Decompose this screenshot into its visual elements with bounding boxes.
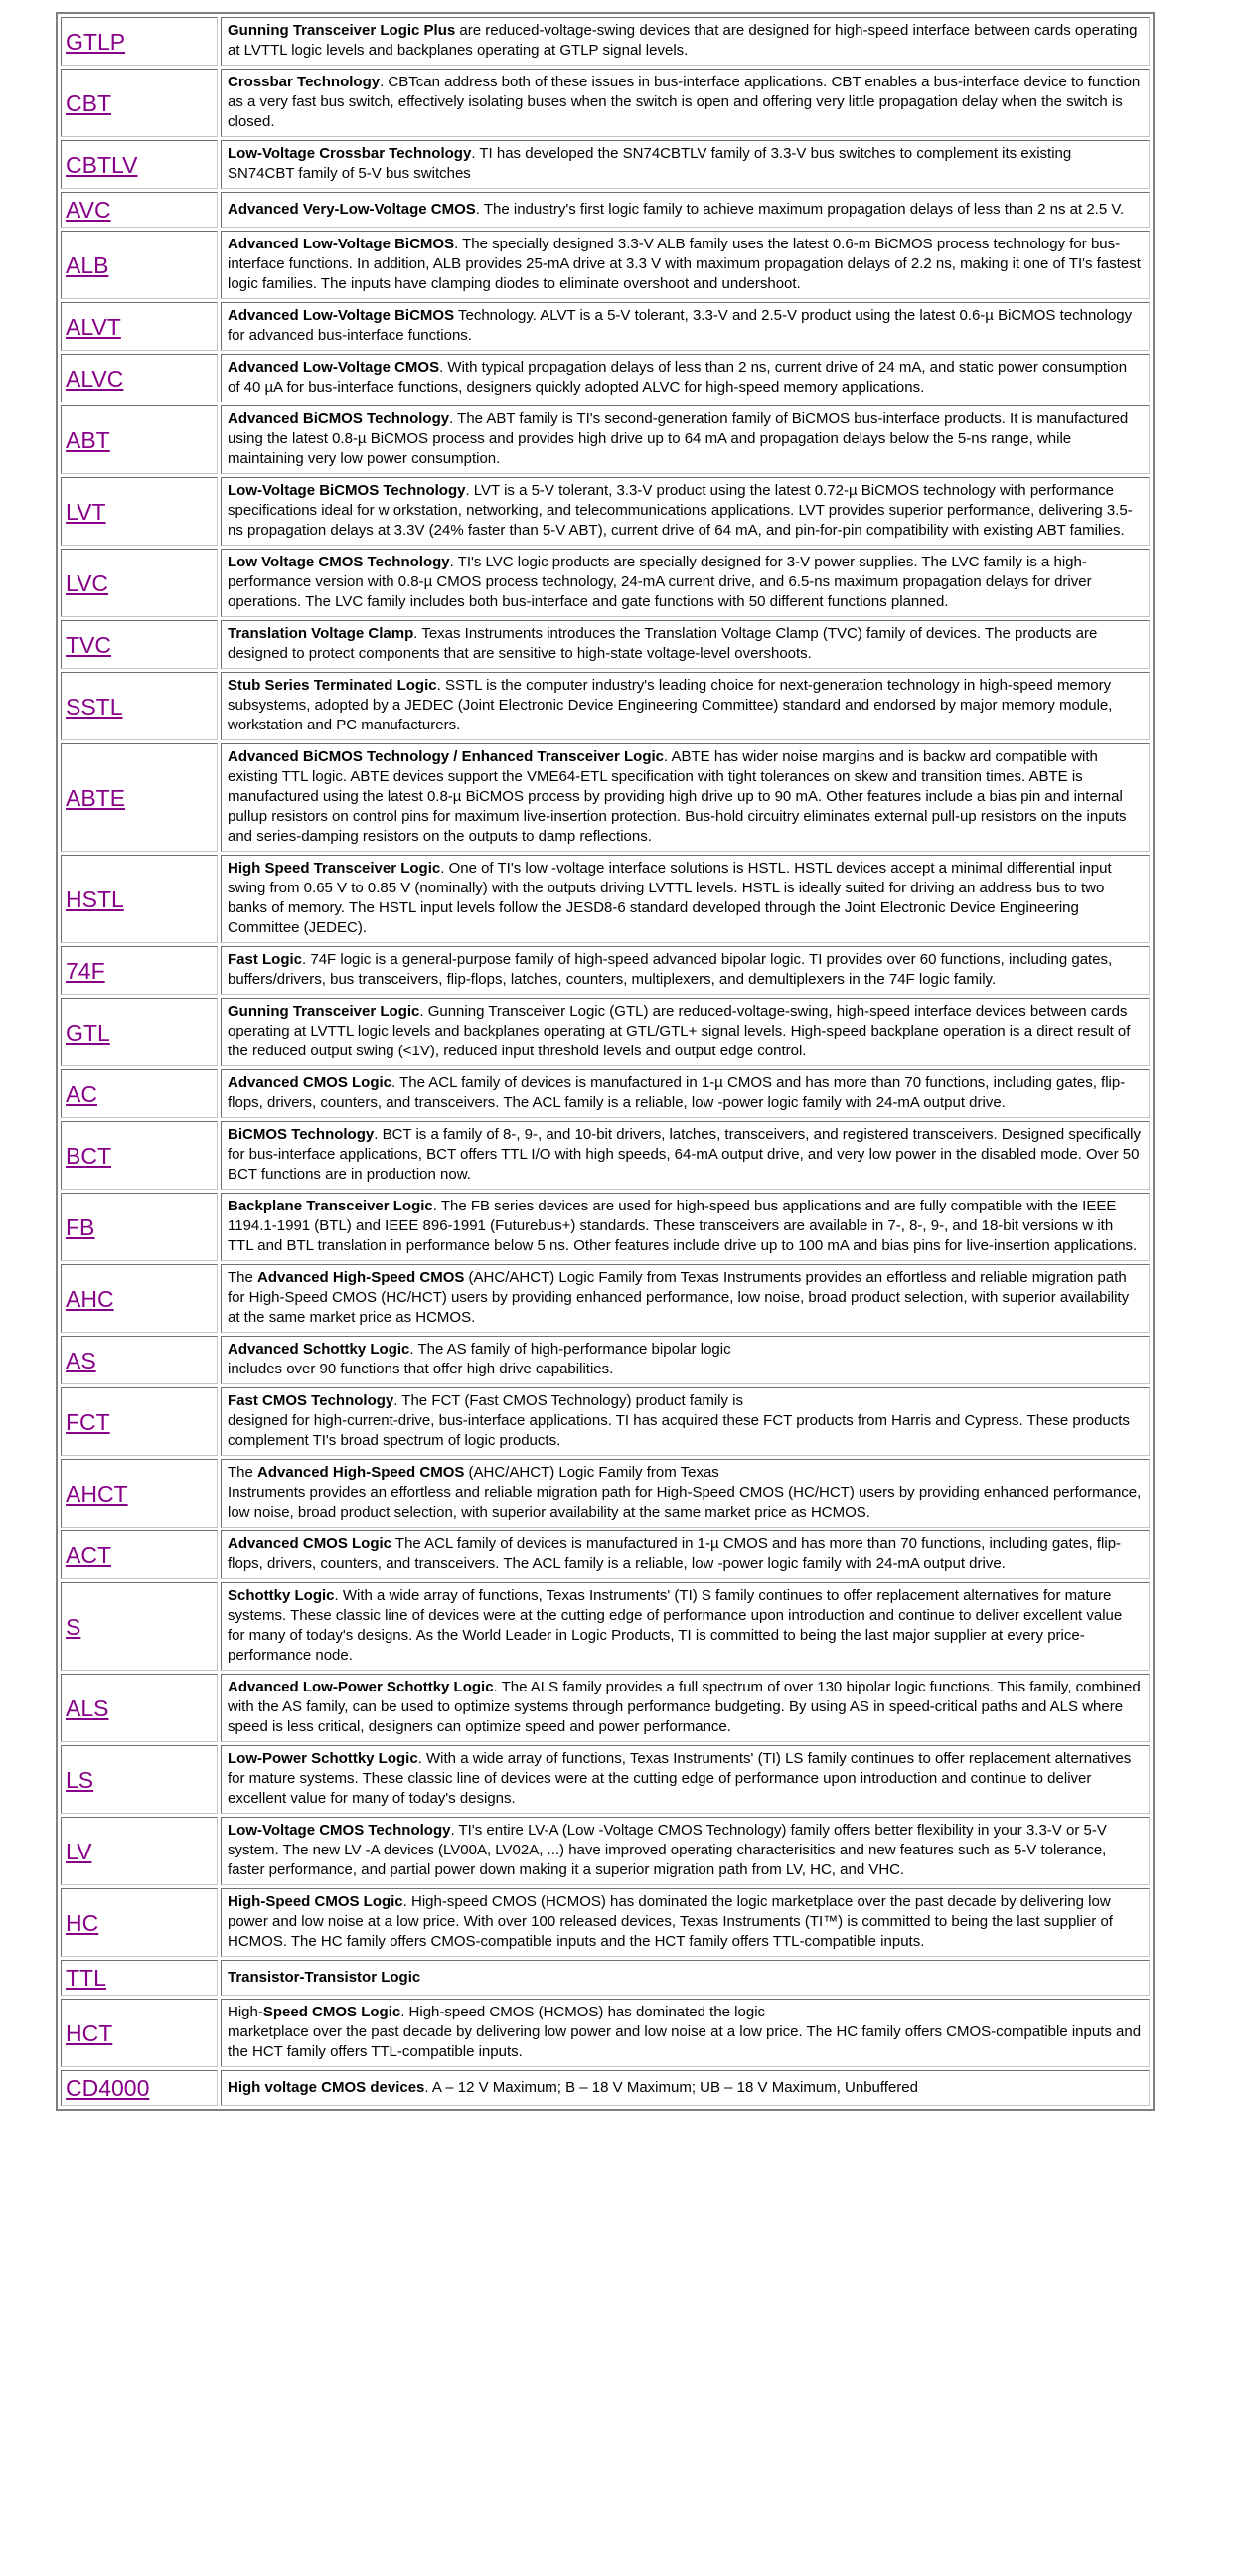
family-label-cell — [61, 2070, 218, 2106]
family-description — [221, 69, 1150, 137]
table-row — [61, 549, 1150, 617]
family-label-cell — [61, 855, 218, 943]
family-label-cell — [61, 1387, 218, 1456]
description-bold-lead: Fast Logic — [228, 951, 303, 968]
family-link-lvt[interactable]: LVT — [66, 498, 106, 525]
description-bold-lead: Low-Voltage CMOS Technology — [228, 1822, 451, 1839]
description-bold-lead: Low-Voltage BiCMOS Technology — [228, 482, 466, 499]
family-link-bct[interactable]: BCT — [66, 1142, 111, 1169]
family-link-s[interactable]: S — [66, 1613, 81, 1640]
description-text: . High-speed CMOS (HCMOS) has dominated the logic — [400, 2004, 766, 2020]
description-text: . With typical propagation delays of less than 2 ns, current drive of 24 mA, and static power consumption of 40 µA for bus-interface functions, designers quickly adopted ALVC for high-speed memory applications. — [228, 359, 1128, 396]
description-bold-lead: Gunning Transceiver Logic — [228, 1003, 420, 1020]
description-bold-lead: Fast CMOS Technology — [228, 1392, 394, 1409]
family-label-cell — [61, 1745, 218, 1814]
family-link-abte[interactable]: ABTE — [66, 784, 126, 811]
family-label-cell — [61, 69, 218, 137]
table-row — [61, 1999, 1150, 2067]
family-link-act[interactable]: ACT — [66, 1541, 111, 1568]
table-row — [61, 672, 1150, 740]
description-bold-lead: Advanced CMOS Logic — [228, 1535, 392, 1552]
family-label-cell — [61, 946, 218, 995]
description-bold-lead: Schottky Logic — [228, 1587, 335, 1604]
description-text: . With a wide array of functions, Texas Instruments' (TI) S family continues to offer replacement alternatives for mature systems. These classic line of devices were at the cutting edge of performance upon introduction and continue to deliver excellent value for many of today's designs. As the World Leader in Logic Products, TI is committed to being the last major supplier at every price-performance node. — [228, 1587, 1123, 1664]
description-bold-lead: BiCMOS Technology — [228, 1126, 375, 1143]
description-text: . The industry's first logic family to achieve maximum propagation delays of less than 2 ns at 2.5 V. — [475, 200, 1125, 218]
description-text: . The ABT family is TI's second-generation family of BiCMOS bus-interface products. It is manufactured using the latest 0.8-µ BiCMOS process and provides high drive up to 64 mA and propagation delays below the 5-ns range, while maintaining very low power consumption. — [228, 410, 1129, 467]
family-description — [221, 302, 1150, 351]
description-bold-lead: Low-Power Schottky Logic — [228, 1750, 418, 1767]
family-label-cell — [61, 17, 218, 66]
table-row — [61, 1336, 1150, 1384]
description-bold-lead: Backplane Transceiver Logic — [228, 1198, 433, 1214]
family-description — [221, 672, 1150, 740]
description-text: . The specially designed 3.3-V ALB family uses the latest 0.6-m BiCMOS process technology for bus-interface functions. In addition, ALB provides 25-mA drive at 3.3 V with maximum propagation delays of 2.2 ns, making it one of TI's fastest logic families. The inputs have clamping diodes to eliminate overshoot and undershoot. — [228, 236, 1141, 292]
family-label-cell — [61, 1817, 218, 1885]
table-row — [61, 1888, 1150, 1957]
description-bold-lead: Advanced Schottky Logic — [228, 1341, 410, 1358]
description-bold-lead: High voltage CMOS devices — [228, 2078, 425, 2096]
description-text: . The ACL family of devices is manufactured in 1-µ CMOS and has more than 70 functions, including gates, flip-flops, drivers, counters, and transceivers. The ACL family is a reliable, low -power logic family with 24-mA output drive. — [228, 1074, 1126, 1111]
description-bold-lead: Transistor-Transistor Logic — [228, 1968, 421, 1986]
family-label-cell — [61, 743, 218, 852]
description-text: are reduced-voltage-swing devices that are designed for high-speed interface between cards operating at LVTTL logic levels and backplanes operating at GTLP signal levels. — [228, 22, 1138, 59]
description-bold-lead: Advanced BiCMOS Technology — [228, 410, 450, 427]
table-row — [61, 1193, 1150, 1261]
table-row — [61, 69, 1150, 137]
description-bold-lead: Low Voltage CMOS Technology — [228, 554, 450, 570]
description-text: includes over 90 functions that offer high drive capabilities. — [228, 1361, 614, 1377]
family-link-hstl[interactable]: HSTL — [66, 886, 124, 912]
family-link-cbtlv[interactable]: CBTLV — [66, 151, 138, 178]
table-row — [61, 302, 1150, 351]
family-label-cell — [61, 1582, 218, 1671]
family-link-gtl[interactable]: GTL — [66, 1019, 110, 1046]
family-description — [221, 231, 1150, 299]
family-label-cell — [61, 1336, 218, 1384]
family-description — [221, 1121, 1150, 1190]
family-label-cell — [61, 1530, 218, 1579]
table-row — [61, 405, 1150, 474]
family-label-cell — [61, 302, 218, 351]
description-text: (AHC/AHCT) Logic Family from Texas Instruments provides an effortless and reliable migration path for High-Speed CMOS (HC/HCT) users by providing enhanced performance, low noise, broad product selection, with superior availability at the same market price as HCMOS. — [228, 1269, 1130, 1326]
description-bold-lead: High Speed Transceiver Logic — [228, 860, 441, 877]
description-text: . 74F logic is a general-purpose family of high-speed advanced bipolar logic. TI provides over 60 functions, including gates, buffers/drivers, bus transceivers, flip-flops, latches, counters, multiplexers, and demultiplexers in the 74F logic family. — [228, 951, 1113, 988]
table-row — [61, 743, 1150, 852]
logic-family-table-body — [61, 17, 1150, 2106]
description-text: . With a wide array of functions, Texas Instruments' (TI) LS family continues to offer replacement alternatives for mature systems. These classic line of devices were at the cutting edge of performance upon introduction and continue to deliver excellent value for many of today's designs. — [228, 1750, 1132, 1807]
description-text: . CBTcan address both of these issues in bus-interface applications. CBT enables a bus-interface device to function as a very fast bus switch, effectively isolating buses when the switch is open and offering very little propagation delay when the switch is closed. — [228, 74, 1141, 130]
family-link-ac[interactable]: AC — [66, 1080, 97, 1107]
family-description — [221, 1336, 1150, 1384]
family-label-cell — [61, 1459, 218, 1528]
table-row — [61, 1121, 1150, 1190]
family-description — [221, 477, 1150, 546]
description-text: . TI's LVC logic products are specially designed for 3-V power supplies. The LVC family is a high-performance version with 0.8-µ CMOS process technology, 24-mA current drive, and 6.5-ns maximum propagation delays for driver operations. The LVC family includes both bus-interface and gate functions with 50 different functions planned. — [228, 554, 1092, 610]
table-row — [61, 17, 1150, 66]
family-description — [221, 743, 1150, 852]
description-bold-lead: Advanced Low-Voltage BiCMOS — [228, 236, 455, 252]
family-label-cell — [61, 998, 218, 1066]
family-description — [221, 1817, 1150, 1885]
family-description — [221, 1674, 1150, 1742]
description-text: . TI's entire LV-A (Low -Voltage CMOS Technology) family offers better flexibility in your 3.3-V or 5-V system. The new LV -A devices (LV00A, LV02A, ...) have improved operating characterisitics and new features such as 5-V tolerance, faster performance, and partial power down making it a superior migration path from LV, HC, and VHC. — [228, 1822, 1107, 1878]
family-description — [221, 1069, 1150, 1118]
table-row — [61, 620, 1150, 669]
table-row — [61, 1264, 1150, 1333]
family-link-abt[interactable]: ABT — [66, 426, 110, 453]
description-bold-lead: Advanced CMOS Logic — [228, 1074, 392, 1091]
family-label-cell — [61, 405, 218, 474]
family-link-sstl[interactable]: SSTL — [66, 693, 123, 720]
family-description — [221, 1745, 1150, 1814]
description-bold-lead: Low-Voltage Crossbar Technology — [228, 145, 472, 162]
table-row — [61, 192, 1150, 228]
family-link-gtlp[interactable]: GTLP — [66, 28, 126, 55]
description-text: The — [228, 1269, 258, 1286]
table-row — [61, 1745, 1150, 1814]
table-row — [61, 1069, 1150, 1118]
family-link-ls[interactable]: LS — [66, 1766, 94, 1793]
description-text: The ACL family of devices is manufactured in 1-µ CMOS and has more than 70 functions, including gates, flip-flops, drivers, counters, and transceivers. The ACL family is a reliable, low -power logic family with 24-mA output drive. — [228, 1535, 1122, 1572]
description-bold-lead: Advanced High-Speed CMOS — [257, 1269, 465, 1286]
family-description — [221, 1960, 1150, 1996]
family-link-ahct[interactable]: AHCT — [66, 1480, 128, 1507]
table-row — [61, 354, 1150, 402]
description-bold-lead: Advanced Low-Voltage CMOS — [228, 359, 440, 376]
table-row — [61, 1459, 1150, 1528]
description-text: . TI has developed the SN74CBTLV family of 3.3-V bus switches to complement its existing SN74CBT family of 5-V bus switches — [228, 145, 1072, 182]
description-text: Instruments provides an effortless and reliable migration path for High-Speed CMOS (HC/HCT) users by providing enhanced performance, low noise, broad product selection, with superior availability at the same market price as HCMOS. — [228, 1484, 1142, 1521]
family-link-ttl[interactable]: TTL — [66, 1965, 106, 1991]
family-description — [221, 620, 1150, 669]
family-description — [221, 1387, 1150, 1456]
description-bold-lead: Advanced Low-Voltage BiCMOS — [228, 307, 455, 324]
family-label-cell — [61, 1264, 218, 1333]
description-bold-lead: Advanced Low-Power Schottky Logic — [228, 1679, 494, 1695]
table-row — [61, 2070, 1150, 2106]
table-row — [61, 1582, 1150, 1671]
description-bold-lead: Translation Voltage Clamp — [228, 625, 414, 642]
family-description — [221, 354, 1150, 402]
family-description — [221, 946, 1150, 995]
family-link-74f[interactable]: 74F — [66, 957, 105, 984]
table-row — [61, 1387, 1150, 1456]
family-link-fb[interactable]: FB — [66, 1213, 95, 1240]
family-label-cell — [61, 231, 218, 299]
family-description — [221, 1999, 1150, 2067]
family-label-cell — [61, 354, 218, 402]
family-description — [221, 140, 1150, 189]
description-text: . BCT is a family of 8-, 9-, and 10-bit drivers, latches, transceivers, and registered transceivers. Designed specifically for bus-interface applications, BCT offers TTL I/O with high speeds, 64-mA output drive, and very low power in the disabled mode. Over 50 BCT functions are in production now. — [228, 1126, 1141, 1183]
family-label-cell — [61, 1960, 218, 1996]
description-bold-lead: Advanced Very-Low-Voltage CMOS — [228, 200, 476, 218]
family-description — [221, 1264, 1150, 1333]
family-description — [221, 405, 1150, 474]
family-link-cd4000[interactable]: CD4000 — [66, 2075, 150, 2101]
table-row — [61, 855, 1150, 943]
table-row — [61, 231, 1150, 299]
description-text: . The ALS family provides a full spectrum of over 130 bipolar logic functions. This family, combined with the AS family, can be used to optimize systems through performance budgeting. By using AS in speed-critical paths and ALS where speed is less critical, designers can optimize speed and power performance. — [228, 1679, 1141, 1735]
logic-families-table — [56, 12, 1155, 2111]
description-text: . The FB series devices are used for high-speed bus applications and are fully compatible with the IEEE 1194.1-1991 (BTL) and IEEE 896-1991 (Futurebus+) standards. These transceivers are available in 7-, 8-, 9-, and 18-bit versions w ith TTL and BTL translation in performance below 5 ns. Other features include drive up to 100 mA and bias pins for live-insertion applications. — [228, 1198, 1138, 1254]
family-link-lvc[interactable]: LVC — [66, 569, 109, 596]
table-row — [61, 998, 1150, 1066]
description-text: marketplace over the past decade by delivering low power and low noise at a low price. The HC family offers CMOS-compatible inputs and the HCT family offers TTL-compatible inputs. — [228, 2023, 1142, 2060]
family-link-tvc[interactable]: TVC — [66, 631, 111, 658]
description-text: . LVT is a 5-V tolerant, 3.3-V product using the latest 0.72-µ BiCMOS technology with performance specifications ideal for w orkstation, networking, and telecommunications applications. LVT provides superior performance, delivering 3.5-ns propagation delays at 3.3V (24% faster than 5-V ABT), current drive of 64 mA, and pin-for-pin compatibility with existing ABT families. — [228, 482, 1133, 539]
table-row — [61, 1530, 1150, 1579]
family-description — [221, 1193, 1150, 1261]
description-bold-lead: High-Speed CMOS Logic — [228, 1893, 403, 1910]
family-description — [221, 2070, 1150, 2106]
description-text: . High-speed CMOS (HCMOS) has dominated the logic marketplace over the past decade by delivering low power and low noise at a low price. With over 100 released devices, Texas Instruments (TI™) is committed to being the last supplier of HCMOS. The HC family offers CMOS-compatible inputs and the HCT family offers TTL-compatible inputs. — [228, 1893, 1113, 1950]
family-label-cell — [61, 1999, 218, 2067]
description-bold-lead: Gunning Transceiver Logic Plus — [228, 22, 456, 39]
family-link-hc[interactable]: HC — [66, 1909, 99, 1936]
description-text: . The AS family of high-performance bipolar logic — [409, 1341, 731, 1358]
family-link-cbt[interactable]: CBT — [66, 89, 111, 116]
table-row — [61, 1674, 1150, 1742]
description-text: The — [228, 1464, 258, 1481]
family-description — [221, 1459, 1150, 1528]
family-label-cell — [61, 1121, 218, 1190]
description-text: designed for high-current-drive, bus-interface applications. TI has acquired these FCT products from Harris and Cypress. These products complement TI's broad spectrum of logic products. — [228, 1412, 1130, 1449]
description-text: . Gunning Transceiver Logic (GTL) are reduced-voltage-swing, high-speed interface devices between cards operating at LVTTL logic levels and backplanes operating at GTL/GTL+ signal levels. High-speed backplane operation is a direct result of the reduced output swing (<1V), reduced input threshold levels and output edge control. — [228, 1003, 1131, 1059]
description-bold-lead: Stub Series Terminated Logic — [228, 677, 437, 694]
family-label-cell — [61, 1193, 218, 1261]
family-label-cell — [61, 192, 218, 228]
family-label-cell — [61, 1674, 218, 1742]
family-link-als[interactable]: ALS — [66, 1694, 109, 1721]
family-description — [221, 192, 1150, 228]
family-link-alb[interactable]: ALB — [66, 251, 109, 278]
description-bold-lead: Speed CMOS Logic — [262, 2004, 401, 2020]
family-description — [221, 1530, 1150, 1579]
family-label-cell — [61, 477, 218, 546]
family-label-cell — [61, 549, 218, 617]
family-label-cell — [61, 1069, 218, 1118]
table-row — [61, 477, 1150, 546]
family-description — [221, 549, 1150, 617]
description-text: . One of TI's low -voltage interface solutions is HSTL. HSTL devices accept a minimal differential input swing from 0.65 V to 0.85 V (nominally) with the outputs driving LVTTL levels. HSTL is ideally suited for driving an address bus to two banks of memory. The HSTL input levels follow the JESD8-6 standard developed through the Joint Electronic Device Engineering Committee (JEDEC). — [228, 860, 1112, 936]
description-text: . The FCT (Fast CMOS Technology) product family is — [393, 1392, 744, 1409]
description-text: Technology. ALVT is a 5-V tolerant, 3.3-V and 2.5-V product using the latest 0.6-µ BiCMOS technology for advanced bus-interface functions. — [228, 307, 1133, 344]
family-link-avc[interactable]: AVC — [66, 197, 111, 223]
table-row — [61, 1960, 1150, 1996]
family-link-alvc[interactable]: ALVC — [66, 365, 124, 392]
family-label-cell — [61, 672, 218, 740]
family-description — [221, 17, 1150, 66]
description-text: (AHC/AHCT) Logic Family from Texas — [464, 1464, 719, 1481]
table-row — [61, 946, 1150, 995]
family-link-fct[interactable]: FCT — [66, 1408, 110, 1435]
description-text: . SSTL is the computer industry's leading choice for next-generation technology in high-speed memory subsystems, adopted by a JEDEC (Joint Electronic Device Engineering Committee) standard and endorsed by major memory module, workstation and PC manufacturers. — [228, 677, 1113, 733]
family-description — [221, 1582, 1150, 1671]
description-text: . Texas Instruments introduces the Translation Voltage Clamp (TVC) family of devices. The products are designed to protect components that are sensitive to high-state voltage-level overshoots. — [228, 625, 1098, 662]
family-link-ahc[interactable]: AHC — [66, 1285, 114, 1312]
description-bold-lead: Advanced BiCMOS Technology / Enhanced Transceiver Logic — [228, 748, 664, 765]
description-text: High- — [228, 2004, 263, 2020]
family-description — [221, 998, 1150, 1066]
family-description — [221, 855, 1150, 943]
family-label-cell — [61, 1888, 218, 1957]
family-link-lv[interactable]: LV — [66, 1838, 92, 1864]
description-bold-lead: Crossbar Technology — [228, 74, 381, 90]
family-link-hct[interactable]: HCT — [66, 2019, 113, 2046]
description-text: . A – 12 V Maximum; B – 18 V Maximum; UB – 18 V Maximum, Unbuffered — [424, 2078, 918, 2096]
family-description — [221, 1888, 1150, 1957]
family-label-cell — [61, 140, 218, 189]
family-label-cell — [61, 620, 218, 669]
description-bold-lead: Advanced High-Speed CMOS — [257, 1464, 465, 1481]
table-row — [61, 140, 1150, 189]
table-row — [61, 1817, 1150, 1885]
description-text: . ABTE has wider noise margins and is backw ard compatible with existing TTL logic. ABTE devices support the VME64-ETL specification with tight tolerances on skew and transition times. ABTE is manufactured using the latest 0.8-µ BiCMOS process by providing high drive up to 90 mA. Other features include a bias pin and internal pullup resistors on control pins for maximum live-insertion protection. Bus-hold circuitry eliminates external pull-up resistors on the inputs and series-damping resistors on the outputs to damp reflections. — [228, 748, 1127, 845]
family-link-as[interactable]: AS — [66, 1347, 96, 1373]
family-link-alvt[interactable]: ALVT — [66, 313, 121, 340]
